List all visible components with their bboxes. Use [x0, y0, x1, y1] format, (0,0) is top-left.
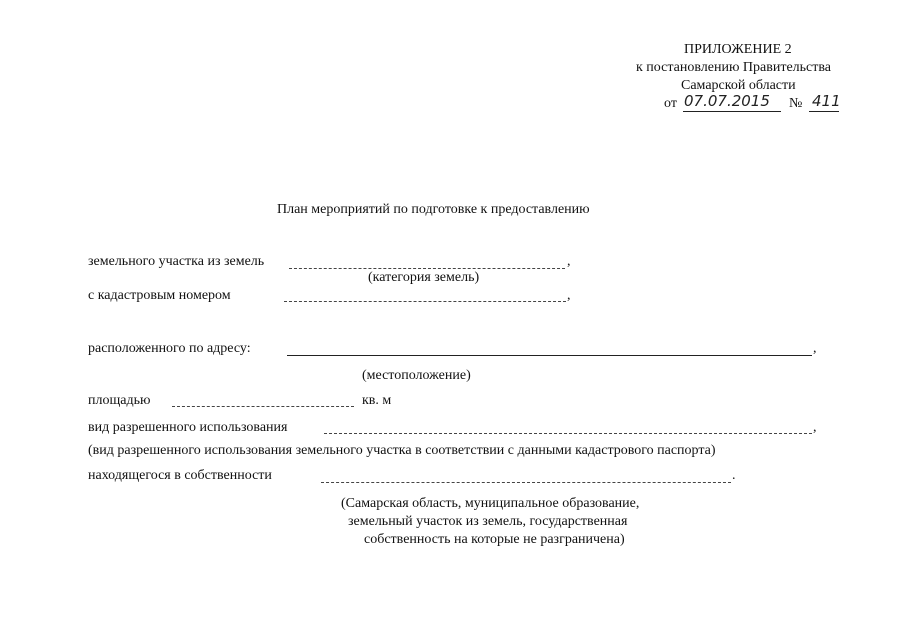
ownership-label: находящегося в собственности [88, 468, 272, 483]
area-field[interactable] [172, 406, 354, 407]
ownership-period: . [732, 468, 736, 483]
resolution-line: к постановлению Правительства [636, 60, 832, 75]
date-prefix: от [664, 96, 677, 111]
ownership-field[interactable] [321, 482, 731, 483]
appendix-title: ПРИЛОЖЕНИЕ 2 [684, 42, 792, 57]
cadastral-number-field[interactable] [284, 301, 566, 302]
address-label: расположенного по адресу: [88, 341, 251, 356]
permitted-use-comma: , [813, 420, 817, 435]
land-category-comma: , [567, 254, 571, 269]
permitted-use-label: вид разрешенного использования [88, 420, 288, 435]
cadastral-comma: , [567, 288, 571, 303]
ownership-caption-line-1: (Самарская область, муниципальное образование, [341, 496, 640, 511]
address-field[interactable] [287, 355, 812, 356]
land-plot-label: земельного участка из земель [88, 254, 265, 269]
area-label: площадью [88, 393, 151, 408]
area-unit: кв. м [362, 393, 392, 408]
number-value: 411 [812, 92, 841, 110]
region-line: Самарской области [681, 78, 796, 93]
land-category-caption: (категория земель) [368, 270, 480, 285]
land-category-field[interactable] [289, 268, 565, 269]
number-underline [809, 111, 839, 112]
permitted-use-field[interactable] [324, 433, 812, 434]
document-title: План мероприятий по подготовке к предоставлению [277, 202, 590, 217]
date-value: 07.07.2015 [684, 92, 770, 110]
address-comma: , [813, 341, 817, 356]
date-underline [683, 111, 781, 112]
ownership-caption-line-3: собственность на которые не разграничена) [364, 532, 625, 547]
permitted-use-caption: (вид разрешенного использования земельного участка в соответствии с данными кадастрового паспорта) [88, 443, 716, 458]
number-prefix: № [789, 96, 803, 111]
cadastral-label: с кадастровым номером [88, 288, 231, 303]
location-caption: (местоположение) [362, 368, 471, 383]
ownership-caption-line-2: земельный участок из земель, государственная [348, 514, 628, 529]
